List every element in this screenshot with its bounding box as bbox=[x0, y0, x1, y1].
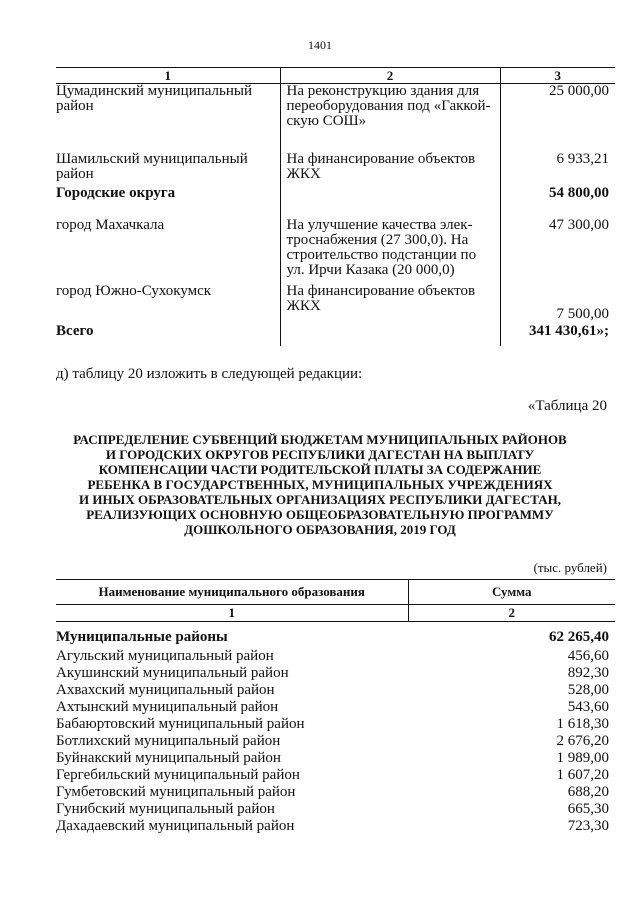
district-amount: 892,30 bbox=[567, 665, 609, 681]
subsidy-table-continued bbox=[56, 67, 615, 346]
row-amount: 25 000,00 bbox=[500, 84, 615, 151]
row-purpose: На финансирование объектов ЖКХ bbox=[280, 150, 500, 184]
column-number-1: 1 bbox=[56, 605, 408, 622]
table-row bbox=[56, 733, 615, 750]
table-row bbox=[56, 648, 615, 665]
district-name: Акушинский муниципальный район bbox=[56, 665, 289, 681]
district-name: Гумбетовский муниципальный район bbox=[56, 784, 296, 800]
district-name: Буйнакский муниципальный район bbox=[56, 750, 281, 766]
row-name: город Махачкала bbox=[56, 217, 165, 233]
district-name: Дахадаевский муниципальный район bbox=[56, 818, 295, 834]
title-line: ДОШКОЛЬНОГО ОБРАЗОВАНИЯ, 2019 ГОД bbox=[184, 522, 456, 537]
row-amount: 6 933,21 bbox=[500, 150, 615, 184]
district-amount: 1 618,30 bbox=[556, 716, 609, 732]
table-row bbox=[56, 84, 615, 151]
header-row bbox=[56, 580, 615, 605]
table-row bbox=[56, 150, 615, 184]
column-header-amount: Сумма bbox=[408, 580, 615, 605]
kindergarten-subsidy-table bbox=[56, 579, 615, 835]
row-amount: 47 300,00 bbox=[500, 216, 615, 282]
row-purpose: На улучшение качества элек-троснабжения (27 300,0). На строительство подстанции по ул. Ирчи Казака (20 000,0) bbox=[280, 216, 500, 282]
district-name: Ботлихский муниципальный район bbox=[56, 733, 281, 749]
table-row bbox=[56, 282, 615, 322]
title-line: РЕБЕНКА В ГОСУДАРСТВЕННЫХ, МУНИЦИПАЛЬНЫХ УЧРЕЖДЕНИЯХ bbox=[87, 477, 553, 492]
amendment-instruction: д) таблицу 20 изложить в следующей редакции: bbox=[56, 366, 363, 382]
table-row bbox=[56, 665, 615, 682]
title-line: КОМПЕНСАЦИИ ЧАСТИ РОДИТЕЛЬСКОЙ ПЛАТЫ ЗА СОДЕРЖАНИЕ bbox=[98, 462, 542, 477]
total-label: Всего bbox=[56, 323, 94, 339]
column-number-2: 2 bbox=[280, 68, 500, 84]
table-label: «Таблица 20 bbox=[527, 398, 607, 414]
table-row bbox=[56, 750, 615, 767]
district-name: Гунибский муниципальный район bbox=[56, 801, 275, 817]
district-amount: 543,60 bbox=[567, 699, 609, 715]
group-row bbox=[56, 184, 615, 216]
total-row bbox=[56, 322, 615, 346]
district-name: Бабаюртовский муниципальный район bbox=[56, 716, 305, 732]
table-row bbox=[56, 801, 615, 818]
title-line: РАСПРЕДЕЛЕНИЕ СУБВЕНЦИЙ БЮДЖЕТАМ МУНИЦИПАЛЬНЫХ РАЙОНОВ bbox=[73, 432, 567, 447]
district-name: Ахтынский муниципальный район bbox=[56, 699, 279, 715]
column-header-name: Наименование муниципального образования bbox=[56, 580, 408, 605]
row-amount: 7 500,00 bbox=[500, 282, 615, 322]
table-row bbox=[56, 682, 615, 699]
column-number-row bbox=[56, 68, 615, 84]
district-name: Ахвахский муниципальный район bbox=[56, 682, 275, 698]
table-row bbox=[56, 216, 615, 282]
table-row bbox=[56, 767, 615, 784]
district-amount: 665,30 bbox=[567, 801, 609, 817]
title-line: И ИНЫХ ОБРАЗОВАТЕЛЬНЫХ ОРГАНИЗАЦИЯХ РЕСПУБЛИКИ ДАГЕСТАН, bbox=[78, 492, 562, 507]
table-row bbox=[56, 716, 615, 733]
district-amount: 723,30 bbox=[567, 818, 609, 834]
row-name: город Южно-Сухокумск bbox=[56, 283, 212, 299]
page-number: 1401 bbox=[308, 38, 332, 52]
column-number-1: 1 bbox=[56, 68, 280, 84]
units-label: (тыс. рублей) bbox=[533, 560, 607, 575]
district-amount: 456,60 bbox=[567, 648, 609, 664]
row-name: Шамильский муниципальный район bbox=[56, 151, 248, 182]
group-name: Муниципальные районы bbox=[56, 628, 228, 645]
group-amount: 62 265,40 bbox=[549, 628, 609, 645]
column-number-2: 2 bbox=[408, 605, 615, 622]
group-row bbox=[56, 622, 615, 649]
district-amount: 1 989,00 bbox=[556, 750, 609, 766]
table-row bbox=[56, 699, 615, 716]
group-amount: 54 800,00 bbox=[500, 184, 615, 216]
table-row bbox=[56, 818, 615, 835]
table-title bbox=[70, 432, 570, 537]
column-number-3: 3 bbox=[500, 68, 615, 84]
row-name: Цумадинский муниципальный район bbox=[56, 83, 252, 114]
column-number-row bbox=[56, 605, 615, 622]
district-amount: 1 607,20 bbox=[556, 767, 609, 783]
row-purpose bbox=[280, 184, 500, 216]
row-purpose: На реконструкцию здания для переоборудования под «Гаккой-скую СОШ» bbox=[280, 84, 500, 151]
district-amount: 688,20 bbox=[567, 784, 609, 800]
table-row bbox=[56, 784, 615, 801]
row-purpose bbox=[280, 322, 500, 346]
title-line: И ГОРОДСКИХ ОКРУГОВ РЕСПУБЛИКИ ДАГЕСТАН НА ВЫПЛАТУ bbox=[105, 447, 535, 462]
total-amount: 341 430,61»; bbox=[500, 322, 615, 346]
group-name: Городские округа bbox=[56, 185, 176, 201]
district-amount: 528,00 bbox=[567, 682, 609, 698]
row-purpose: На финансирование объектов ЖКХ bbox=[280, 282, 500, 322]
district-amount: 2 676,20 bbox=[556, 733, 609, 749]
district-name: Агульский муниципальный район bbox=[56, 648, 274, 664]
district-name: Гергебильский муниципальный район bbox=[56, 767, 300, 783]
title-line: РЕАЛИЗУЮЩИХ ОСНОВНУЮ ОБЩЕОБРАЗОВАТЕЛЬНУЮ ПРОГРАММУ bbox=[86, 507, 554, 522]
